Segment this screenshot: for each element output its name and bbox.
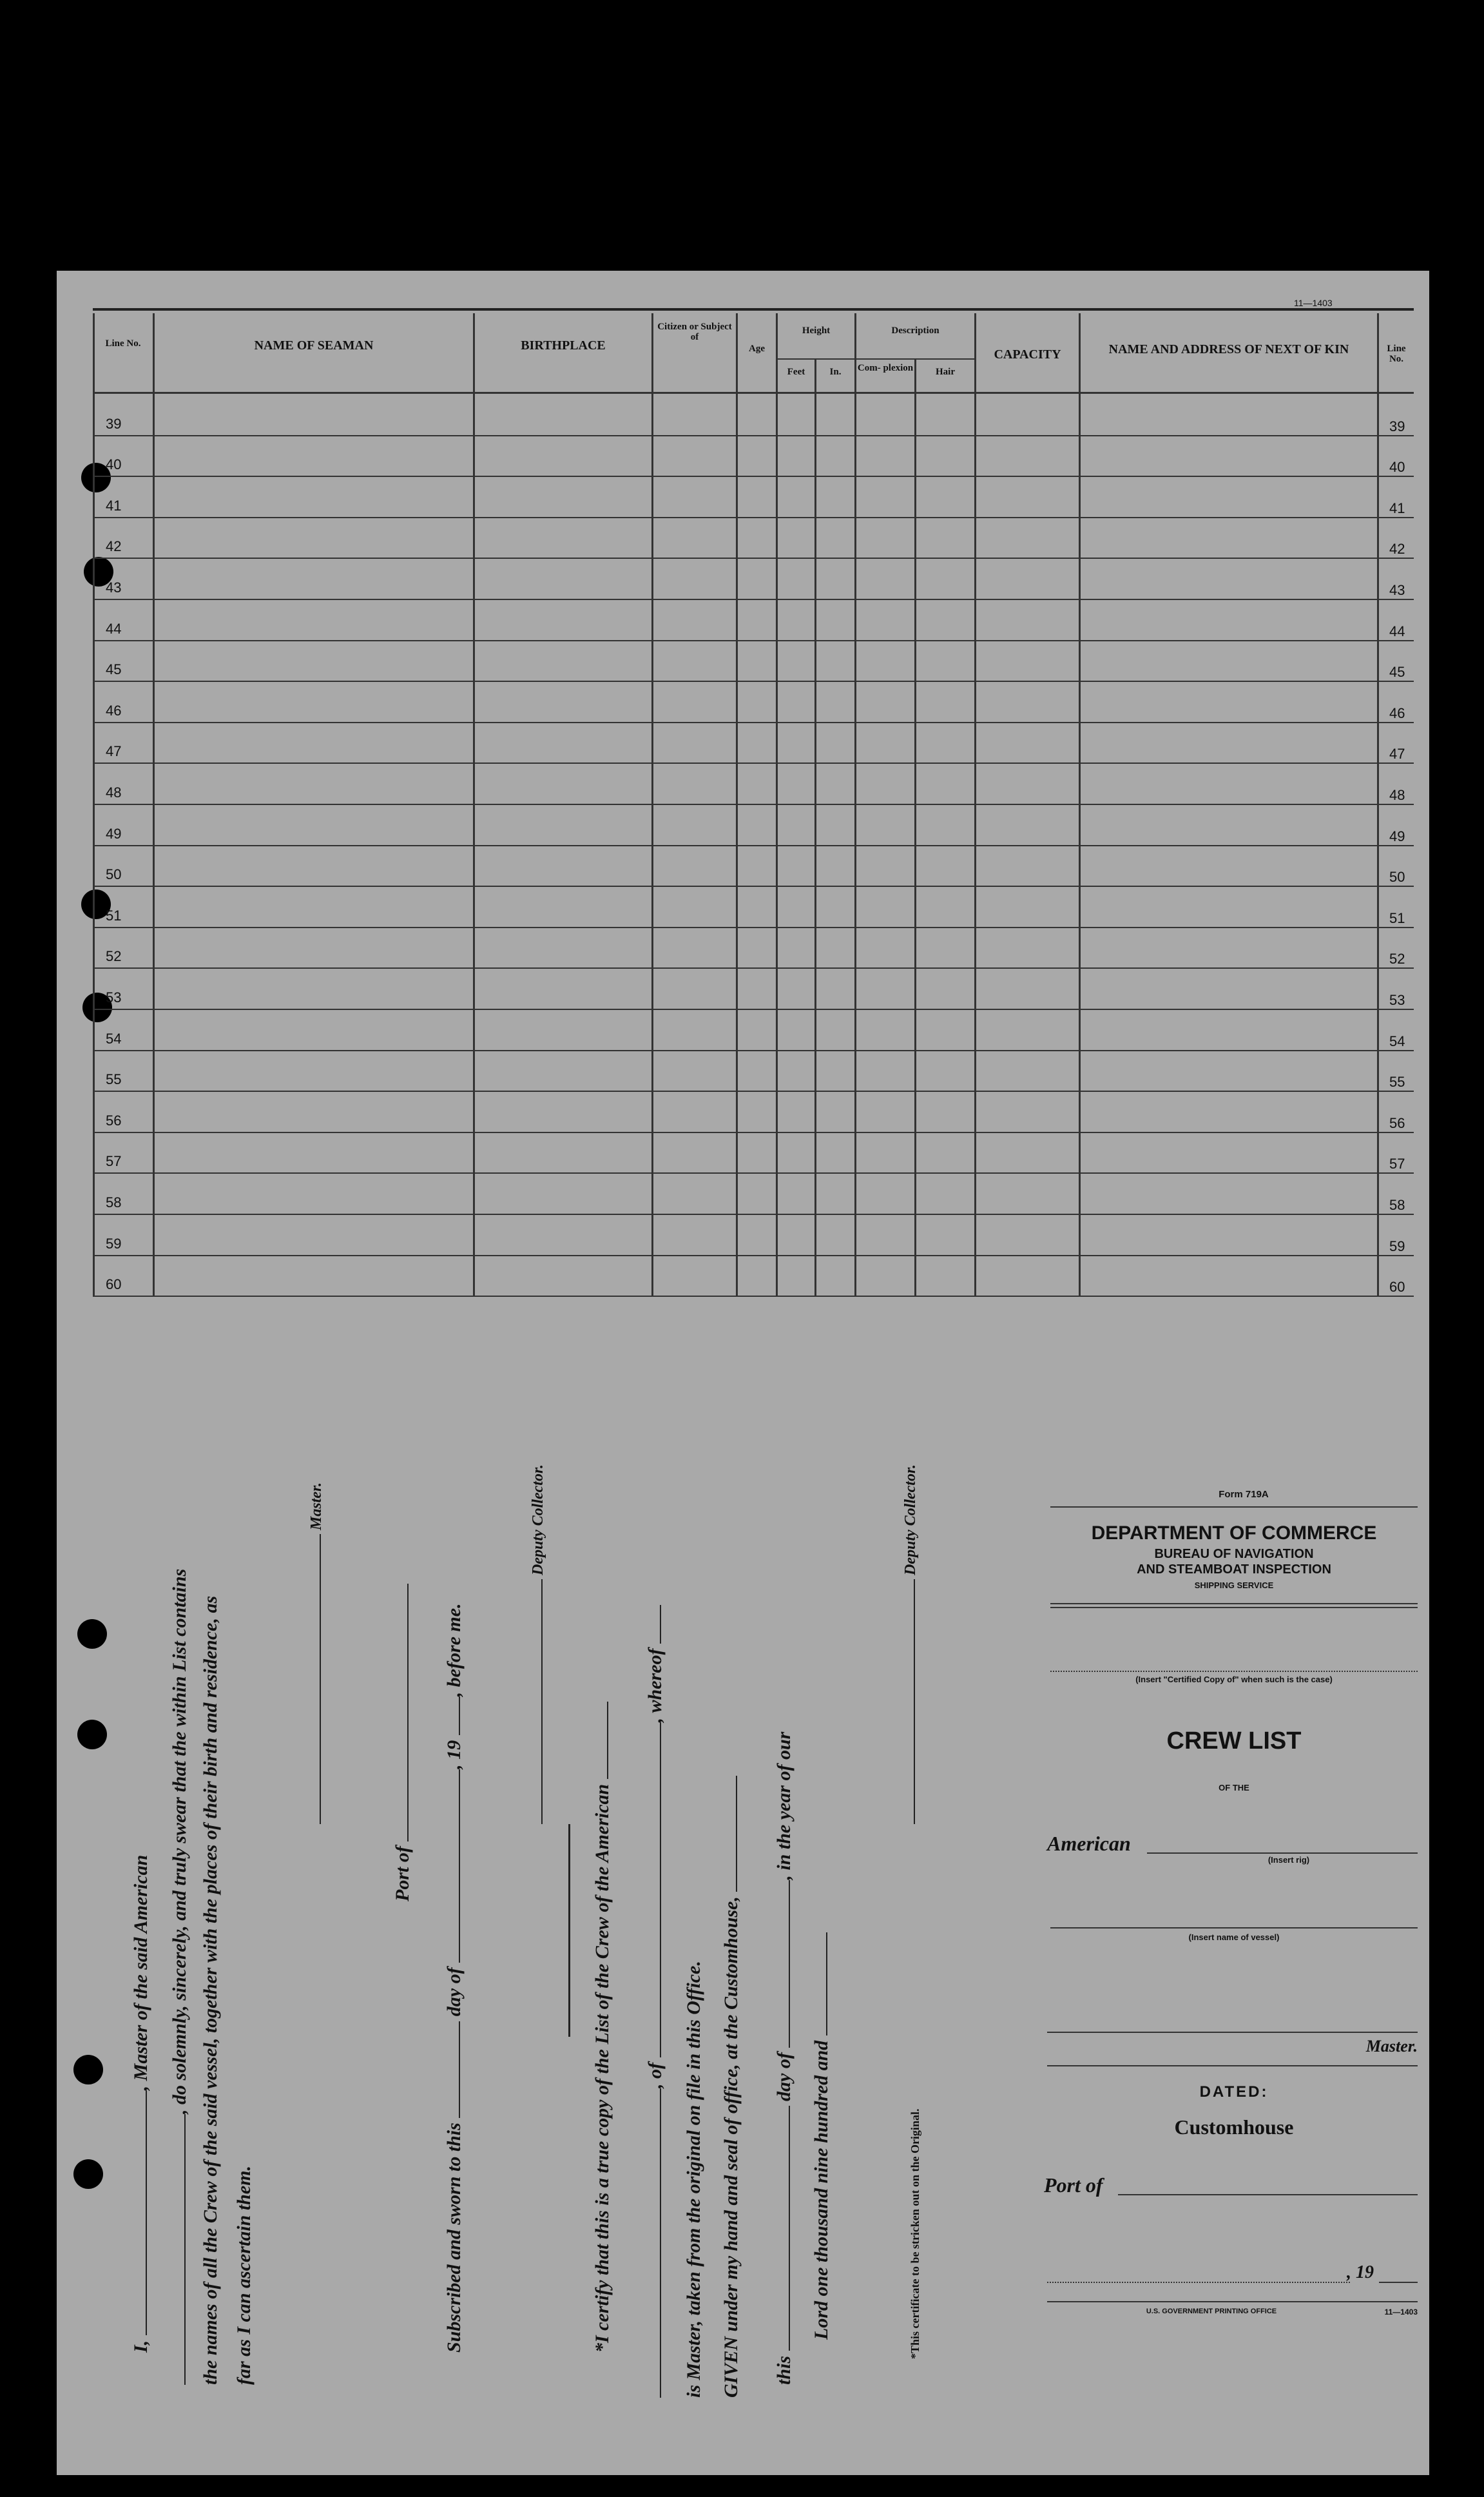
punch-hole [77,1619,107,1649]
row-rule [93,1214,1414,1215]
footnote-text: *This certificate to be stricken out on the Original. [909,2108,921,2359]
deputy-collector-2 [902,1464,920,1824]
line-number-right: 56 [1389,1114,1405,1131]
american-label: American [1047,1832,1131,1855]
header-inches: In. [829,367,842,377]
master-signature [308,1482,325,1824]
header-hair: Hair [936,367,955,377]
certify-b: , of [644,2063,666,2088]
line-number-right: 51 [1389,909,1405,926]
date-field[interactable] [1047,2282,1350,2283]
cover-rule [1047,2065,1418,2066]
line-number-right: 59 [1389,1238,1405,1254]
row-rule [93,967,1414,969]
printer-imprint: U.S. GOVERNMENT PRINTING OFFICE [1146,2308,1277,2315]
given-month-blank[interactable] [789,1880,790,2048]
certified-copy-field[interactable] [1050,1671,1418,1672]
form-code-top: 11—1403 [1294,298,1333,308]
row-rule [93,517,1414,518]
form-number: Form 719A [1219,1489,1269,1500]
crew-list-title: CREW LIST [1166,1727,1302,1754]
line-number-right: 41 [1389,500,1405,516]
row-rule [93,763,1414,764]
line-number-right: 49 [1389,828,1405,844]
department-title: DEPARTMENT OF COMMERCE [1091,1522,1377,1544]
line-number-left: 43 [106,579,122,596]
deputy-collector-2-label: Deputy Collector. [902,1464,919,1575]
certify-line-2 [644,1605,666,2398]
certify-c: , whereof [644,1648,666,1723]
master-field[interactable] [1047,2032,1418,2033]
header-description: Description [891,325,940,336]
port-of-label: Port of [392,1846,413,1901]
line-number-left: 58 [106,1194,122,1210]
oath-line1-suffix: , Master of the said American [130,1854,151,2091]
master-label: Master. [308,1482,325,1530]
line-number-right: 55 [1389,1074,1405,1091]
line-number-left: 56 [106,1112,122,1129]
line-number-left: 50 [106,866,122,883]
port-of-field[interactable] [1118,2194,1418,2195]
line-number-right: 39 [1389,418,1405,434]
row-rule [93,927,1414,928]
master-signature-blank[interactable] [320,1534,321,1824]
table-top-rule [93,308,1414,311]
header-bottom-rule [93,392,1414,394]
line-number-left: 45 [106,661,122,678]
line-number-left: 46 [106,702,122,719]
shipping-service: SHIPPING SERVICE [1194,1580,1274,1590]
line-number-left: 55 [106,1071,122,1088]
header-citizen: Citizen or Subject of [657,322,732,342]
given-d: , in the year of our [773,1731,795,1880]
line-number-right: 60 [1389,1279,1405,1296]
oath-line-1 [130,1855,152,2353]
oath-line-3 [200,1596,222,2385]
punch-hole [73,2159,103,2189]
subscribed-d: , before me. [443,1603,465,1697]
description-subrule [854,358,974,360]
line-number-right: 58 [1389,1197,1405,1213]
port-of-line [392,1584,414,1901]
line-number-left: 57 [106,1153,122,1170]
row-rule [93,845,1414,846]
master-name-blank[interactable] [146,2090,147,2335]
year-field[interactable] [1379,2282,1418,2283]
column-rule [814,358,816,1296]
port-of-blank[interactable] [407,1584,409,1841]
line-number-right: 45 [1389,664,1405,681]
certify-vessel-name-blank[interactable] [660,2088,661,2398]
line-number-left: 41 [106,497,122,514]
year-label: , 19 [1347,2262,1374,2282]
given-day-blank[interactable] [789,2106,790,2351]
line-number-left: 39 [106,415,122,432]
lord-text: Lord one thousand nine hundred and [811,2040,832,2340]
row-rule [93,1009,1414,1010]
line-number-right: 54 [1389,1033,1405,1049]
bureau-line-2: AND STEAMBOAT INSPECTION [1137,1562,1331,1577]
line-number-left: 49 [106,825,122,842]
header-feet: Feet [787,367,805,377]
row-rule [93,722,1414,723]
form-code-bottom: 11—1403 [1384,2308,1418,2317]
column-rule [914,358,916,1296]
header-name-of-seaman: NAME OF SEAMAN [254,338,374,353]
line-number-left: 48 [106,784,122,801]
customhouse-label: Customhouse [1174,2115,1294,2139]
row-rule [93,640,1414,641]
line-number-right: 43 [1389,582,1405,598]
header-line-no-right: Line No. [1387,344,1406,364]
dated-label: DATED: [1199,2083,1269,2101]
header-birthplace: BIRTHPLACE [521,338,606,353]
subscribed-b: day of [443,1967,465,2017]
crew-table [93,313,1414,1296]
deputy-collector-1-label: Deputy Collector. [530,1464,546,1575]
certify-line-3 [683,1961,705,2398]
row-rule [93,886,1414,887]
header-age: Age [749,344,765,354]
given-a: GIVEN under my hand and seal of office, at the Customhouse, [720,1896,742,2398]
line-number-left: 54 [106,1030,122,1047]
subscribed-line [443,1603,465,2353]
row-rule [93,599,1414,600]
line-number-left: 59 [106,1235,122,1252]
row-rule [93,476,1414,477]
cover-rule [1047,2301,1418,2302]
line-number-right: 50 [1389,869,1405,886]
height-subrule [776,358,854,360]
deputy-collector-1 [530,1464,547,1824]
row-rule [93,1050,1414,1051]
given-line-2 [773,1732,795,2385]
row-rule [93,1255,1414,1256]
oath-line3: the names of all the Crew of the said vessel, together with the places of their birth and residence, as [200,1595,221,2385]
lord-year-blank[interactable] [826,1932,827,2035]
certify-a: *I certify that this is a true copy of the List of the Crew of the American [592,1783,613,2353]
punch-hole [77,1720,107,1749]
line-number-left: 40 [106,456,122,473]
line-number-right: 48 [1389,787,1405,803]
line-number-right: 44 [1389,623,1405,639]
given-customhouse-blank[interactable] [736,1776,737,1892]
line-number-left: 44 [106,620,122,637]
row-rule [93,558,1414,559]
line-number-right: 47 [1389,746,1405,763]
cover-rule [1050,1603,1418,1604]
header-next-of-kin: NAME AND ADDRESS OF NEXT OF KIN [1108,342,1349,356]
footnote [909,2109,922,2359]
insert-rig-note: (Insert rig) [1267,1855,1310,1865]
row-rule [93,1091,1414,1092]
line-number-left: 51 [106,907,122,924]
insert-vessel-note: (Insert name of vessel) [1188,1932,1280,1942]
given-c: day of [773,2052,795,2101]
given-b: this [773,2355,795,2385]
bureau-line-1: BUREAU OF NAVIGATION [1154,1547,1314,1561]
insert-certified-note: (Insert "Certified Copy of" when such is the case) [1135,1675,1333,1684]
row-rule [93,1296,1414,1297]
oath-line-2 [169,1569,191,2385]
row-rule [93,681,1414,682]
subscribed-c: , 19 [443,1740,465,1769]
header-height: Height [802,325,831,336]
row-rule [93,804,1414,805]
of-the-label: OF THE [1219,1783,1249,1793]
oath-line-4 [233,2166,255,2385]
cover-rule [1050,1607,1418,1608]
subscribed-year-blank[interactable] [459,1696,460,1735]
line-number-left: 52 [106,948,122,965]
rig-field[interactable] [1147,1852,1418,1854]
certify-d: is Master, taken from the original on file in this Office. [683,1961,704,2398]
line-number-right: 53 [1389,992,1405,1008]
oath-line4: far as I can ascertain them. [233,2165,255,2385]
line-number-right: 40 [1389,459,1405,476]
certify-line [592,1702,613,2353]
certify-vessel-blank[interactable] [607,1702,608,1779]
row-rule [93,1172,1414,1174]
line-number-right: 46 [1389,704,1405,721]
row-rule [93,1132,1414,1133]
subscribed-month-blank[interactable] [459,1769,460,1963]
punch-hole [73,2055,103,2084]
vessel-name-blank[interactable] [184,2114,186,2385]
certify-port-blank[interactable] [660,1723,661,2058]
line-number-right: 57 [1389,1156,1405,1172]
oath-prefix: I, [130,2340,151,2353]
cover-rule [1050,1506,1418,1508]
cover-master-label: Master. [1365,2037,1418,2055]
line-number-right: 52 [1389,951,1405,967]
vessel-name-field[interactable] [1050,1927,1418,1929]
given-line [720,1776,742,2398]
line-number-left: 53 [106,989,122,1006]
seal-rule [568,1824,570,2037]
header-line-no: Line No. [105,338,141,349]
oath-line2: , do solemnly, sincerely, and truly swear that the within List contains [169,1568,190,2114]
row-rule [93,435,1414,436]
cover-port-of-label: Port of [1044,2173,1103,2197]
line-number-left: 60 [106,1276,122,1293]
line-number-left: 42 [106,538,122,555]
subscribed-a: Subscribed and sworn to this [443,2123,465,2353]
line-number-left: 47 [106,743,122,760]
deputy-collector-2-blank[interactable] [914,1579,915,1824]
header-capacity: CAPACITY [994,347,1061,362]
lord-line [811,1932,833,2340]
line-number-right: 42 [1389,541,1405,558]
header-complexion: Com- plexion [857,363,914,373]
deputy-collector-1-blank[interactable] [541,1579,543,1824]
subscribed-day-blank[interactable] [459,2021,460,2118]
certify-whereof-blank[interactable] [660,1605,661,1644]
